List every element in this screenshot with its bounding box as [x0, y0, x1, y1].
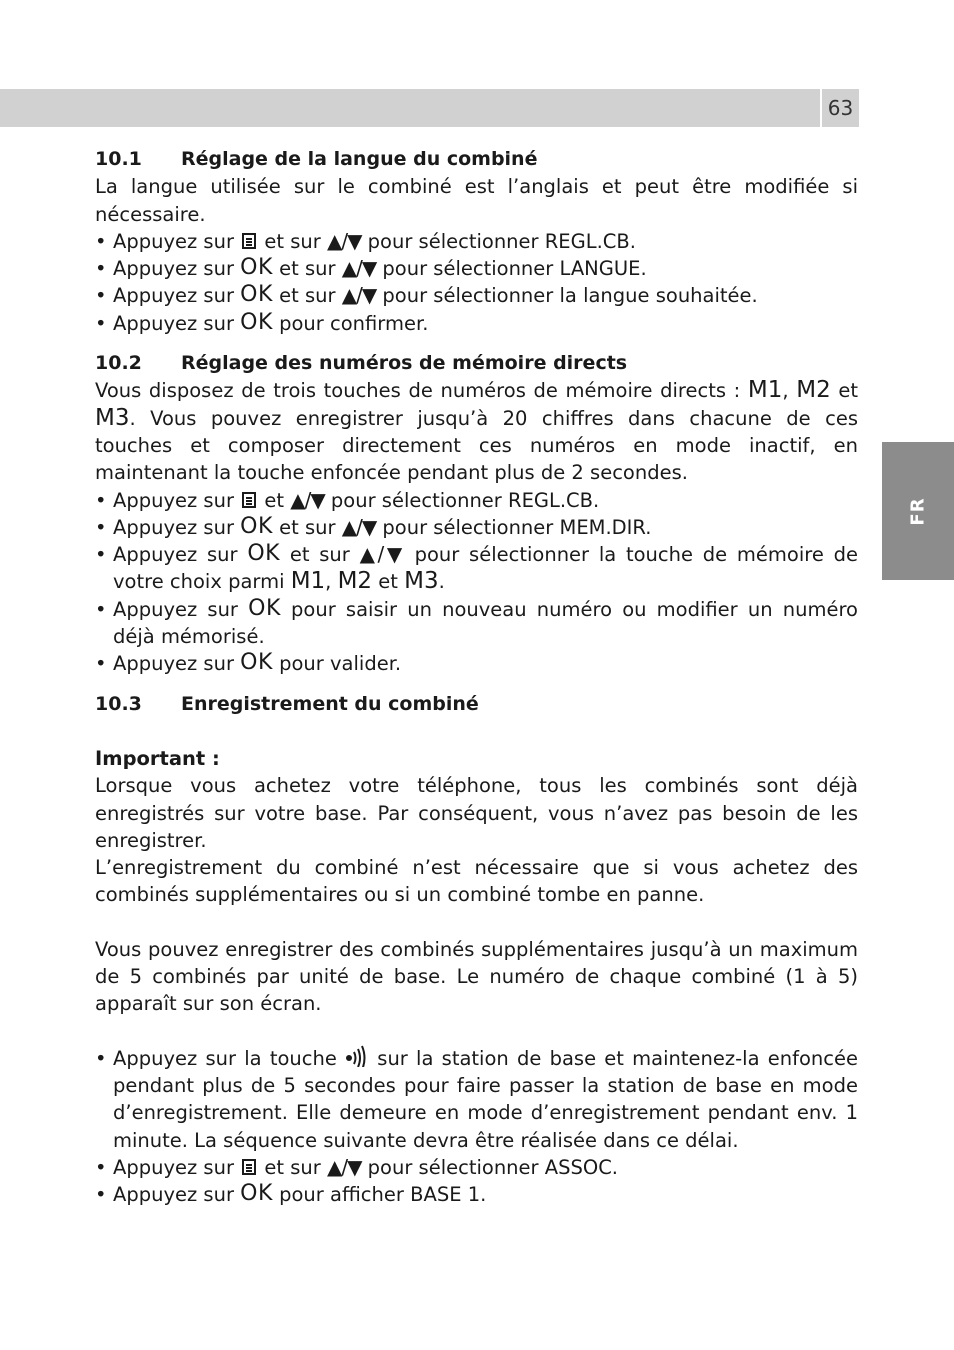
- list-item: • Appuyez sur et sur ▲/▼ pour sélectionner ASSOC.: [95, 1154, 858, 1181]
- menu-icon: [242, 1159, 256, 1175]
- list-item: • Appuyez sur OK pour saisir un nouveau numéro ou modifier un numéro déjà mémorisé.: [95, 596, 858, 651]
- list-item: • Appuyez sur OK et sur ▲/▼ pour sélectionner la touche de mémoire de votre choix parmi M1, M2 et M3.: [95, 541, 858, 596]
- list-item: • Appuyez sur OK pour valider.: [95, 650, 858, 677]
- section-heading-10-3: 10.3 Enregistrement du combiné: [95, 692, 479, 715]
- instruction-list: [95, 228, 858, 337]
- important-label: Important :: [95, 746, 220, 770]
- up-down-arrows-icon: ▲/▼: [290, 487, 325, 512]
- language-tab-label: FR: [907, 496, 929, 526]
- ok-key-icon: OK: [240, 309, 273, 335]
- memory-key-m3: M3: [404, 568, 439, 595]
- ok-key-icon: OK: [248, 595, 281, 621]
- memory-key-m3: M3: [95, 404, 130, 431]
- memory-key-m1: M1: [747, 377, 783, 404]
- section-intro: La langue utilisée sur le combiné est l’anglais et peut être modifiée si nécessaire.: [95, 175, 858, 226]
- list-item: • Appuyez sur OK pour afficher BASE 1.: [95, 1181, 858, 1208]
- memory-key-m2: M2: [796, 377, 831, 404]
- section-heading-10-2: 10.2 Réglage des numéros de mémoire directs: [95, 352, 628, 375]
- list-item: • Appuyez sur OK et sur ▲/▼ pour sélectionner la langue souhaitée.: [95, 282, 858, 309]
- list-item: • Appuyez sur et sur ▲/▼ pour sélectionner REGL.CB.: [95, 228, 858, 255]
- language-tab: [882, 442, 954, 580]
- section-intro: Vous disposez de trois touches de numéros de mémoire directs : M1, M2 et M3. Vous pouvez enregistrer jusqu’à 20 chiffres dans chacune de ces touches et composer directement ces numéros en mode inactif, en maintenant la touche enfoncée pendant plus de 2 secondes.: [95, 377, 858, 485]
- section-heading-10-1: 10.1 Réglage de la langue du combiné: [95, 148, 538, 170]
- paging-icon: [345, 1045, 369, 1067]
- paragraph: Vous pouvez enregistrer des combinés supplémentaires jusqu’à un maximum de 5 combinés par unité de base. Le numéro de chaque combiné (1 à 5) apparaît sur son écran.: [95, 937, 858, 1016]
- memory-key-m2: M2: [337, 568, 373, 595]
- memory-key-m1: M1: [290, 568, 326, 595]
- instruction-list: [95, 487, 858, 678]
- ok-key-icon: OK: [240, 650, 273, 676]
- list-item: • Appuyez sur et ▲/▼ pour sélectionner REGL.CB.: [95, 487, 858, 514]
- up-down-arrows-icon: ▲/▼: [341, 514, 377, 539]
- ok-key-icon: OK: [240, 255, 273, 281]
- menu-icon: [242, 233, 256, 249]
- instruction-list: [95, 1045, 858, 1209]
- ok-key-icon: OK: [240, 282, 273, 308]
- paragraph: L’enregistrement du combiné n’est nécessaire que si vous achetez des combinés supplémentaires ou si un combiné tombe en panne.: [95, 856, 858, 907]
- paragraph: Lorsque vous achetez votre téléphone, tous les combinés sont déjà enregistrés sur votre base. Par conséquent, vous n’avez pas besoin de les enregistrer.: [95, 774, 858, 852]
- up-down-arrows-icon: ▲/▼: [359, 542, 405, 567]
- menu-icon: [242, 492, 256, 508]
- ok-key-icon: OK: [240, 1181, 273, 1207]
- header-bar: [0, 89, 820, 127]
- list-item: • Appuyez sur OK et sur ▲/▼ pour sélectionner MEM.DIR.: [95, 514, 858, 541]
- ok-key-icon: OK: [240, 513, 273, 539]
- ok-key-icon: OK: [247, 541, 281, 567]
- up-down-arrows-icon: ▲/▼: [341, 283, 377, 308]
- page-content: [95, 146, 858, 1208]
- list-item: • Appuyez sur la touche sur la station de base et maintenez-la enfoncée pendant plus de 5 secondes pour faire passer la station de base en mode d’enregistrement. Elle demeure en mode d’enregistrement pendant env. 1 minute. La séquence suivante devra être réalisée dans ce délai.: [95, 1045, 858, 1154]
- list-item: • Appuyez sur OK et sur ▲/▼ pour sélectionner LANGUE.: [95, 255, 858, 282]
- up-down-arrows-icon: ▲/▼: [326, 1154, 362, 1179]
- page-number: 63: [822, 89, 859, 127]
- up-down-arrows-icon: ▲/▼: [326, 228, 362, 253]
- up-down-arrows-icon: ▲/▼: [341, 256, 377, 281]
- list-item: • Appuyez sur OK pour confirmer.: [95, 310, 858, 337]
